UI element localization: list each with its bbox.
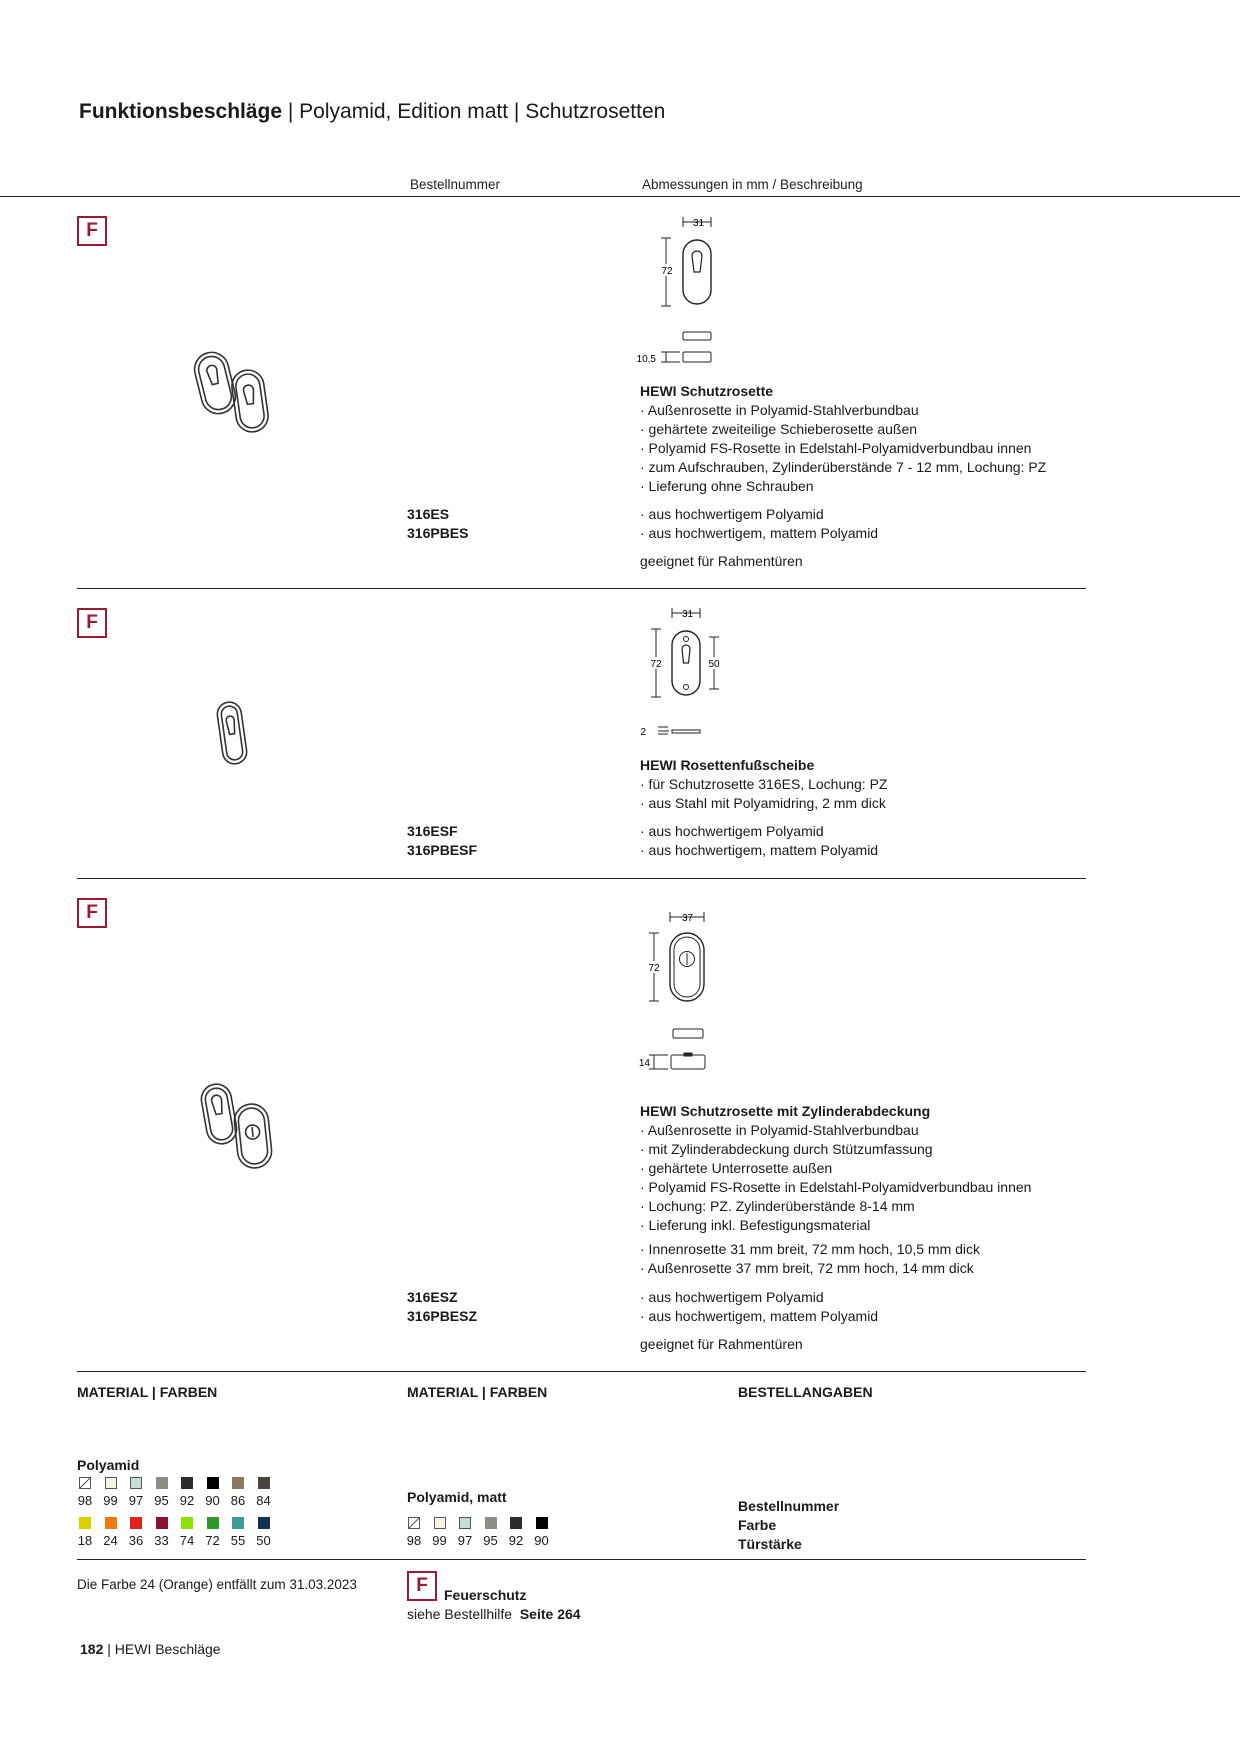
- dimension-drawing-316esf: [636, 603, 732, 743]
- color-swatch-18: [79, 1517, 91, 1529]
- color-code-99: 99: [432, 1533, 447, 1548]
- product-bullets: [640, 775, 887, 813]
- product-bullets: [640, 401, 1046, 496]
- color-code-72: 72: [205, 1533, 220, 1548]
- color-swatch-55: [232, 1517, 244, 1529]
- color-code-97: 97: [128, 1493, 144, 1508]
- order-code: 316ESZ: [407, 1289, 458, 1305]
- color-code-97: 97: [457, 1533, 473, 1548]
- bullet: · Außenrosette in Polyamid-Stahlverbundbau: [640, 1122, 919, 1138]
- color-swatch-90: [207, 1477, 219, 1489]
- color-code-98: 98: [406, 1533, 422, 1548]
- variants: [640, 822, 878, 860]
- bullet: · Polyamid FS-Rosette in Edelstahl-Polyamidverbundbau innen: [640, 440, 1032, 456]
- bullet: · Lochung: PZ. Zylinderüberstände 8-14 mm: [640, 1198, 915, 1214]
- page-reference-link[interactable]: Seite 264: [519, 1606, 581, 1622]
- bullet: · Lieferung ohne Schrauben: [640, 478, 814, 494]
- dim-depth-label: 14: [638, 1058, 650, 1069]
- color-code-18: 18: [77, 1533, 93, 1548]
- dim-inner-label: 50: [708, 659, 720, 670]
- order-code: 316ESF: [407, 823, 458, 839]
- dim-depth-label: 2: [640, 727, 646, 738]
- dimension-drawing-316esz: [636, 907, 716, 1077]
- color-code-50: 50: [256, 1533, 271, 1548]
- bullet: · gehärtete Unterrosette außen: [640, 1160, 833, 1176]
- color-code-95: 95: [154, 1493, 169, 1508]
- product-note: geeignet für Rahmentüren: [640, 553, 803, 569]
- bullet: · für Schutzrosette 316ES, Lochung: PZ: [640, 776, 888, 792]
- color-swatch-97: [459, 1517, 471, 1529]
- fire-protection-badge: F: [77, 608, 107, 638]
- bullet: · mit Zylinderabdeckung durch Stützumfassung: [640, 1141, 933, 1157]
- order-code: 316PBES: [407, 525, 469, 541]
- dim-height-label: 72: [650, 659, 662, 670]
- color-code-36: 36: [128, 1533, 144, 1548]
- section-divider: [77, 588, 1086, 589]
- variant: · aus hochwertigem Polyamid: [640, 1289, 824, 1305]
- order-code: 316PBESF: [407, 842, 478, 858]
- order-info-heading: BESTELLANGABEN: [738, 1384, 873, 1400]
- product-name: HEWI Schutzrosette mit Zylinderabdeckung: [640, 1103, 931, 1119]
- color-swatch-98: [408, 1517, 420, 1529]
- color-swatch-74: [181, 1517, 193, 1529]
- fire-protection-badge: F: [77, 216, 107, 246]
- product-image-316esf: [214, 698, 250, 768]
- color-code-84: 84: [256, 1493, 271, 1508]
- color-swatch-99: [434, 1517, 446, 1529]
- column-header-dimensions: Abmessungen in mm / Beschreibung: [642, 177, 863, 192]
- bullet: · zum Aufschrauben, Zylinderüberstände 7 - 12 mm, Lochung: PZ: [640, 459, 1047, 475]
- material-colors-heading: MATERIAL | FARBEN: [407, 1384, 548, 1400]
- color-swatch-86: [232, 1477, 244, 1489]
- order-codes: [407, 1288, 477, 1326]
- dim-height-label: 72: [661, 266, 673, 277]
- color-swatch-36: [130, 1517, 142, 1529]
- dim-width-label: 31: [693, 218, 705, 229]
- order-info-item: Farbe: [738, 1517, 777, 1533]
- color-code-24: 24: [103, 1533, 118, 1548]
- fire-protection-label: Feuerschutz: [444, 1587, 527, 1603]
- color-code-33: 33: [154, 1533, 169, 1548]
- dim-depth-label: 10,5: [636, 354, 656, 365]
- material-colors-heading: MATERIAL | FARBEN: [77, 1384, 218, 1400]
- color-swatch-84: [258, 1477, 270, 1489]
- variant: · aus hochwertigem, mattem Polyamid: [640, 525, 879, 541]
- dim-width-label: 37: [682, 913, 694, 924]
- bullet: · Polyamid FS-Rosette in Edelstahl-Polyamidverbundbau innen: [640, 1179, 1032, 1195]
- page-footer: 182 | HEWI Beschläge: [80, 1641, 221, 1657]
- product-name: HEWI Rosettenfußscheibe: [640, 757, 815, 773]
- order-codes: [407, 505, 468, 543]
- color-swatch-97: [130, 1477, 142, 1489]
- color-code-90: 90: [534, 1533, 549, 1548]
- discontinue-note: Die Farbe 24 (Orange) entfällt zum 31.03.2023: [77, 1577, 357, 1592]
- product-image-316esz: [196, 1080, 276, 1172]
- color-swatch-24: [105, 1517, 117, 1529]
- color-swatch-72: [207, 1517, 219, 1529]
- color-swatch-92: [510, 1517, 522, 1529]
- column-header-order-number: Bestellnummer: [410, 177, 501, 192]
- product-note: geeignet für Rahmentüren: [640, 1336, 803, 1352]
- section-divider: [77, 1371, 1086, 1372]
- polyamid-matt-label: Polyamid, matt: [407, 1489, 507, 1505]
- bullet: · aus Stahl mit Polyamidring, 2 mm dick: [640, 795, 886, 811]
- product-name: HEWI Schutzrosette: [640, 383, 774, 399]
- order-code: 316ES: [407, 506, 450, 522]
- variant: · aus hochwertigem, mattem Polyamid: [640, 1308, 879, 1324]
- bullet: · Innenrosette 31 mm breit, 72 mm hoch, 10,5 mm dick: [640, 1241, 981, 1257]
- color-code-95: 95: [483, 1533, 498, 1548]
- page-number: 182: [80, 1641, 104, 1657]
- header-divider: [0, 196, 1240, 197]
- fire-protection-badge: F: [77, 898, 107, 928]
- variants: [640, 1288, 878, 1326]
- fire-protection-reference: siehe Bestellhilfe Seite 264: [407, 1606, 581, 1622]
- product-bullets-dimensions: [640, 1240, 980, 1278]
- color-swatch-92: [181, 1477, 193, 1489]
- bullet: · Außenrosette in Polyamid-Stahlverbundbau: [640, 402, 919, 418]
- order-info-item: Türstärke: [738, 1536, 802, 1552]
- variant: · aus hochwertigem, mattem Polyamid: [640, 842, 879, 858]
- color-code-55: 55: [230, 1533, 246, 1548]
- order-info-list: [738, 1497, 839, 1554]
- variants: [640, 505, 878, 543]
- color-code-92: 92: [508, 1533, 524, 1548]
- variant: · aus hochwertigem Polyamid: [640, 823, 824, 839]
- dim-width-label: 31: [682, 609, 694, 620]
- page-title: Funktionsbeschläge | Polyamid, Edition matt | Schutzrosetten: [79, 100, 666, 123]
- product-bullets: [640, 1121, 1031, 1235]
- color-code-74: 74: [179, 1533, 195, 1548]
- color-swatch-99: [105, 1477, 117, 1489]
- dim-height-label: 72: [648, 963, 660, 974]
- polyamid-label: Polyamid: [77, 1457, 140, 1473]
- color-code-92: 92: [179, 1493, 195, 1508]
- dimension-drawing-316es: [636, 212, 716, 372]
- color-code-90: 90: [205, 1493, 220, 1508]
- section-divider: [77, 878, 1086, 879]
- color-swatch-98: [79, 1477, 91, 1489]
- color-swatch-95: [156, 1477, 168, 1489]
- fire-protection-badge: F: [407, 1571, 437, 1601]
- color-swatch-90: [536, 1517, 548, 1529]
- variant: · aus hochwertigem Polyamid: [640, 506, 824, 522]
- bullet: · gehärtete zweiteilige Schieberosette außen: [640, 421, 918, 437]
- bullet: · Lieferung inkl. Befestigungsmaterial: [640, 1217, 871, 1233]
- color-code-99: 99: [103, 1493, 118, 1508]
- order-codes: [407, 822, 477, 860]
- color-code-98: 98: [77, 1493, 93, 1508]
- color-swatch-95: [485, 1517, 497, 1529]
- color-swatch-50: [258, 1517, 270, 1529]
- product-image-316es: [190, 348, 276, 438]
- color-code-86: 86: [230, 1493, 246, 1508]
- bullet: · Außenrosette 37 mm breit, 72 mm hoch, 14 mm dick: [640, 1260, 974, 1276]
- footer-divider: [77, 1559, 1086, 1560]
- color-swatch-33: [156, 1517, 168, 1529]
- order-code: 316PBESZ: [407, 1308, 478, 1324]
- order-info-item: Bestellnummer: [738, 1498, 840, 1514]
